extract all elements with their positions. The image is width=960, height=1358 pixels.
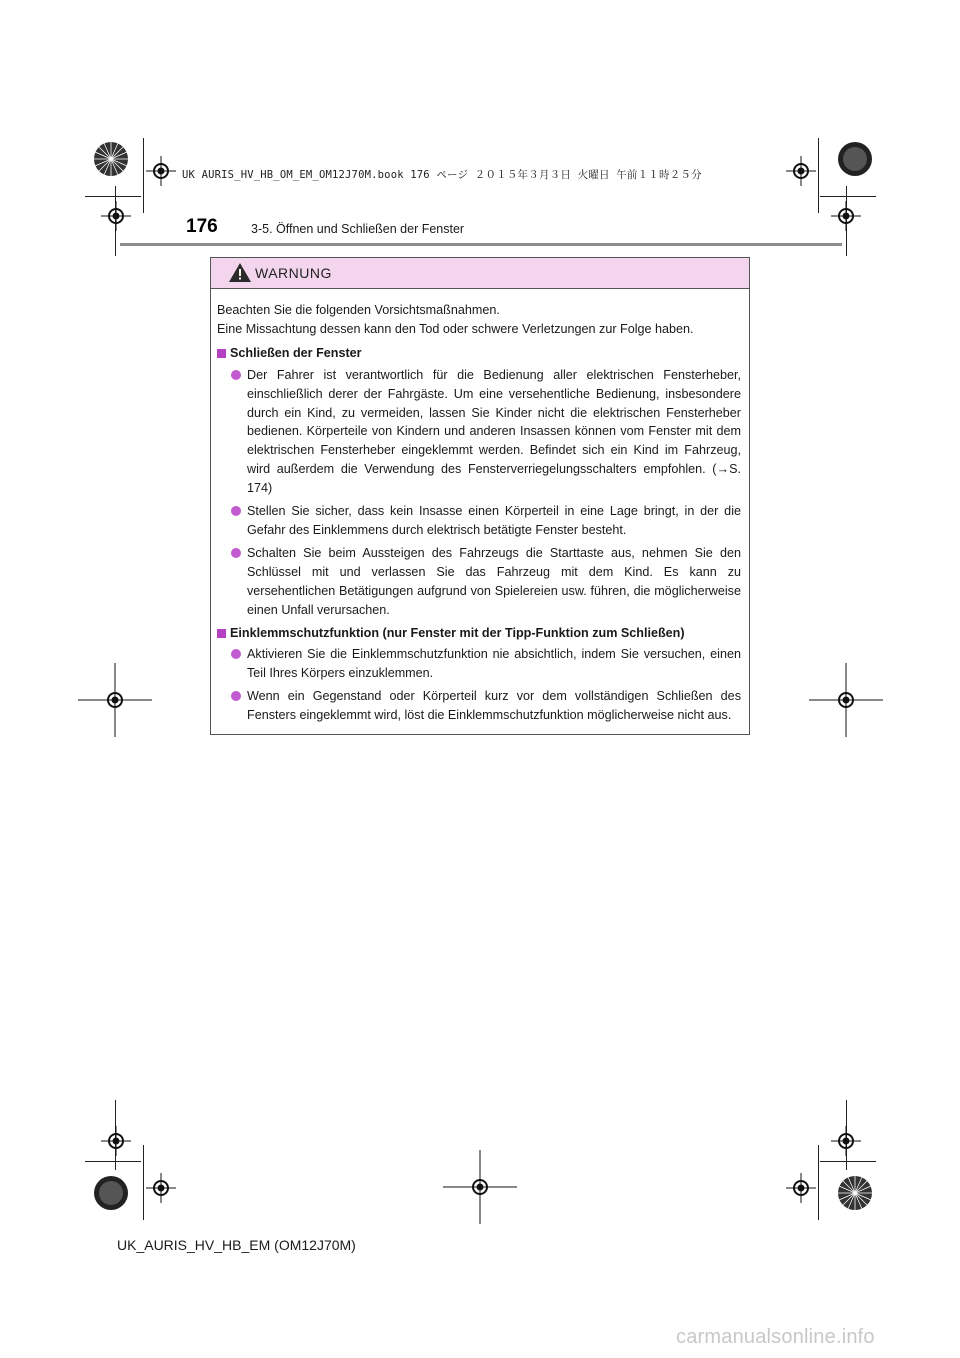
crop-mark-line [143,1145,144,1220]
warning-triangle-icon [228,262,252,283]
warning-intro: Beachten Sie die folgenden Vorsichtsmaßnahmen. [217,303,500,317]
crosshair-mark-icon [786,1173,816,1203]
crop-mark-line [85,196,141,197]
section-title: 3-5. Öffnen und Schließen der Fenster [251,222,465,236]
crop-mark-line [85,1161,141,1162]
crop-mark-line [818,1145,819,1220]
round-bullet-icon [231,370,241,380]
registration-starburst-icon [836,1174,874,1212]
crop-mark-line [818,138,819,213]
crosshair-mark-icon [101,201,131,231]
crosshair-mark-icon [146,1173,176,1203]
page-number: 176 [186,216,218,237]
square-bullet-icon [217,629,226,638]
warning-bullet: Aktivieren Sie die Einklemmschutzfunktion nie absichtlich, indem Sie versuchen, einen Teil Ihres Körpers einzuklemmen. [217,645,741,683]
registration-starburst-icon [92,140,130,178]
crosshair-mark-icon [443,1150,517,1224]
warning-bullet: Wenn ein Gegenstand oder Körperteil kurz vor dem vollständigen Schließen des Fensters eingeklemmt wird, löst die Einklemmschutzfunktion möglicherweise nicht aus. [217,687,741,725]
warning-bullet: Schalten Sie beim Aussteigen des Fahrzeugs die Starttaste aus, nehmen Sie den Schlüssel mit und verlassen Sie das Fahrzeug mit dem Kind. Es kann zu versehentlichen Betätigungen aufgrund von Spielereien usw. führen, die möglicherweise einen Unfall verursachen. [217,544,741,620]
round-bullet-icon [231,691,241,701]
crop-mark-line [820,196,876,197]
crop-mark-line [143,138,144,213]
site-watermark: carmanualsonline.info [676,1326,875,1348]
warning-subheading: Schließen der Fenster [217,344,741,363]
crosshair-mark-icon [831,1126,861,1156]
warning-header [211,258,749,289]
registration-starburst-icon [836,140,874,178]
registration-starburst-icon [92,1174,130,1212]
warning-intro: Eine Missachtung dessen kann den Tod oder schwere Verletzungen zur Folge haben. [217,321,694,336]
warning-bullet: Stellen Sie sicher, dass kein Insasse einen Körperteil in eine Lage bringt, in der die Gefahr des Einklemmens durch elektrisch betätigte Fenster besteht. [217,502,741,540]
book-file-info: UK AURIS_HV_HB_OM_EM_OM12J70M.book 176 ページ ２０１５年３月３日 火曜日 午前１１時２５分 [182,169,702,181]
crosshair-mark-icon [809,663,883,737]
warning-bullet: Der Fahrer ist verantwortlich für die Bedienung aller elektrischen Fensterheber, einschließlich derer der Fahrgäste. Um eine versehentliche Bedienung, insbesondere durch ein Kind, zu vermeiden, lassen Sie Kinder nicht die elektrischen Fensterheber bedienen. Körperteile von Kindern und anderen Insassen können vom Fenster mit dem elektrischen Fensterheber eingeklemmt werden. Befindet sich ein Kind im Fahrzeug, wird außerdem die Verwendung des Fensterverriegelungsschalters empfohlen. (→S. 174) [217,366,741,498]
round-bullet-icon [231,649,241,659]
warning-label: WARNUNG [255,265,332,281]
round-bullet-icon [231,506,241,516]
square-bullet-icon [217,349,226,358]
crop-mark-line [820,1161,876,1162]
crosshair-mark-icon [786,156,816,186]
warning-body [211,289,749,725]
warning-subheading: Einklemmschutzfunktion (nur Fenster mit der Tipp-Funktion zum Schließen) [217,624,741,643]
crosshair-mark-icon [101,1126,131,1156]
crosshair-mark-icon [831,201,861,231]
crosshair-mark-icon [146,156,176,186]
header-rule [120,243,842,246]
footer-model-code: UK_AURIS_HV_HB_EM (OM12J70M) [117,1237,356,1253]
round-bullet-icon [231,548,241,558]
warning-box [210,257,750,735]
crosshair-mark-icon [78,663,152,737]
